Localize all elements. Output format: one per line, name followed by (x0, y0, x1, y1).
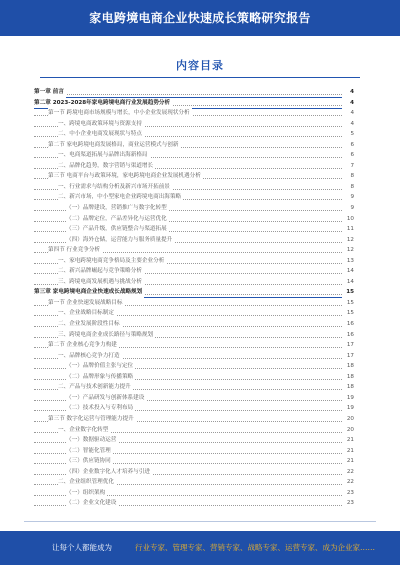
toc-entry-page: 15 (342, 298, 354, 309)
toc-entry[interactable] (34, 351, 354, 362)
toc-entry-page: 11 (342, 224, 354, 235)
toc-entry-page: 12 (342, 235, 354, 246)
toc-entry[interactable] (34, 192, 354, 203)
toc-entry[interactable] (34, 214, 354, 225)
toc-entry[interactable] (34, 467, 354, 478)
toc-entry-text: 一、电商渠道拓展与品牌出海新格局 (58, 150, 150, 161)
toc-entry-page: 20 (342, 425, 354, 436)
toc-entry[interactable] (34, 203, 354, 214)
toc-entry-text: （一）品牌建设，营销推广与数字化转型 (66, 203, 169, 214)
toc-entry-text: （三）产品升级，供应链整合与渠道拓展 (66, 224, 169, 235)
toc-entry-text: 二、新兴品牌崛起与竞争策略分析 (58, 266, 144, 277)
footer-slogan-left: 让每个人都能成为 (52, 543, 112, 552)
toc-entry-page: 20 (342, 414, 354, 425)
toc-entry-text: 一、品牌核心竞争力打造 (58, 351, 122, 362)
toc-entry-text: （二）企业文化建设 (66, 498, 118, 509)
toc-entry-text: 一、家电跨境电商竞争格局及主要企业分析 (58, 256, 166, 267)
toc-entry-page: 21 (342, 456, 354, 467)
toc-entry-page: 6 (342, 150, 354, 161)
toc-entry-page: 15 (342, 287, 354, 298)
toc-entry-text: 二、产品与技术创新能力提升 (58, 382, 133, 393)
toc-entry[interactable] (34, 224, 354, 235)
footer-bar (0, 531, 400, 565)
toc-entry-page: 17 (342, 351, 354, 362)
toc-entry-page: 15 (342, 308, 354, 319)
toc-entry[interactable] (34, 87, 354, 98)
footer-divider (24, 521, 376, 522)
toc-entry-text: （四）海外仓储，运营能力与服务质量提升 (66, 235, 174, 246)
toc-entry-page: 14 (342, 277, 354, 288)
toc-entry-text: 一、企业数字化转型 (58, 425, 110, 436)
toc-entry[interactable] (34, 340, 354, 351)
toc-entry[interactable] (34, 287, 354, 298)
toc-entry[interactable] (34, 98, 354, 109)
toc-entry[interactable] (34, 256, 354, 267)
toc-entry[interactable] (34, 446, 354, 457)
toc-entry-text: 一、企业战略目标制定 (58, 308, 116, 319)
toc-entry-page: 12 (342, 245, 354, 256)
toc-entry-text: 二、新兴市场，中小型家电企业跨境电商出海策略 (58, 192, 183, 203)
toc-entry[interactable] (34, 245, 354, 256)
toc-entry[interactable] (34, 425, 354, 436)
toc-entry[interactable] (34, 266, 354, 277)
toc-entry-page: 22 (342, 467, 354, 478)
toc-entry-page: 7 (342, 161, 354, 172)
report-header-bar (0, 0, 400, 36)
toc-entry-text: （二）品牌定位，产品差异化与运营优化 (66, 214, 169, 225)
toc-heading: 内容目录 (176, 59, 224, 72)
toc-entry-text: 第一节 跨境电商市场规模与增长，中小企业发展现状分析 (48, 108, 192, 119)
toc-entry-page: 18 (342, 361, 354, 372)
toc-entry-page: 8 (342, 182, 354, 193)
toc-entry-page: 21 (342, 435, 354, 446)
toc-entry[interactable] (34, 277, 354, 288)
toc-entry-page: 18 (342, 382, 354, 393)
toc-entry-text: 第三节 数字化运营与管理能力提升 (48, 414, 136, 425)
toc-entry-text: 第二章 2023-2028年家电跨境电商行业发展趋势分析 (34, 98, 172, 109)
toc-entry[interactable] (34, 477, 354, 488)
toc-entry-text: （一）数据驱动运营 (66, 435, 118, 446)
toc-entry-text: 第三节 电商平台与政策环境，家电跨境电商企业发展机遇分析 (48, 171, 203, 182)
toc-entry-text: 一、行业需求与结构分析及新兴市场开拓前景 (58, 182, 172, 193)
toc-entry[interactable] (34, 161, 354, 172)
toc-entry[interactable] (34, 414, 354, 425)
toc-entry-text: 第一节 企业快速发展战略目标 (48, 298, 125, 309)
toc-entry[interactable] (34, 403, 354, 414)
toc-dot-leader (34, 94, 342, 95)
toc-entry-text: 二、中小企业电商发展现状与特点 (58, 129, 144, 140)
toc-entry[interactable] (34, 393, 354, 404)
toc-entry[interactable] (34, 129, 354, 140)
toc-entry-page: 22 (342, 477, 354, 488)
toc-entry-page: 8 (342, 171, 354, 182)
toc-entry[interactable] (34, 140, 354, 151)
toc-entry-text: 第二节 企业核心竞争力构建 (48, 340, 119, 351)
toc-entry[interactable] (34, 435, 354, 446)
toc-entry-text: 一、跨境电商政策环境与资源支持 (58, 119, 144, 130)
toc-entry-text: 第四节 行业竞争分析 (48, 245, 102, 256)
toc-entry-page: 9 (342, 192, 354, 203)
toc-entry-text: 三、跨境电商发展机遇与挑战分析 (58, 277, 144, 288)
toc-entry-page: 9 (342, 203, 354, 214)
toc-entry[interactable] (34, 108, 354, 119)
toc-entry-page: 4 (342, 108, 354, 119)
toc-entry-page: 4 (342, 98, 354, 109)
toc-entry[interactable] (34, 308, 354, 319)
toc-entry[interactable] (34, 382, 354, 393)
toc-entry-page: 10 (342, 214, 354, 225)
toc-entry-text: （二）智能化管理 (66, 446, 113, 457)
toc-entry[interactable] (34, 150, 354, 161)
toc-entry-text: （二）品牌形象与传播策略 (66, 372, 135, 383)
toc-entry-text: 第二节 家电跨境电商发展格局，商业运营模式与创新 (48, 140, 180, 151)
toc-entry-page: 13 (342, 256, 354, 267)
toc-entry[interactable] (34, 119, 354, 130)
toc-entry-text: （一）组织架构 (66, 488, 107, 499)
toc-entry-page: 4 (342, 87, 354, 98)
toc-entry-text: 第三章 家电跨境电商企业快速成长战略规划 (34, 287, 144, 298)
footer-slogan-right: 行业专家、管理专家、营销专家、战略专家、运营专家、成为企业家…… (135, 543, 375, 552)
toc-entry-text: （四）企业数字化人才培养与引进 (66, 467, 152, 478)
toc-entry-page: 16 (342, 319, 354, 330)
toc-entry[interactable] (34, 235, 354, 246)
toc-entry-text: （三）供应链协同 (66, 456, 113, 467)
toc-entry-page: 17 (342, 340, 354, 351)
report-title: 家电跨境电商企业快速成长策略研究报告 (89, 11, 311, 25)
toc-entry-text: 二、企业组织管理优化 (58, 477, 116, 488)
toc-entry[interactable] (34, 330, 354, 341)
toc-entry-text: 二、企业发展阶段性目标 (58, 319, 122, 330)
toc-heading-rule (40, 77, 360, 78)
toc-entry[interactable] (34, 319, 354, 330)
toc-entry-page: 23 (342, 498, 354, 509)
table-of-contents (34, 87, 354, 509)
toc-entry[interactable] (34, 171, 354, 182)
toc-entry-page: 23 (342, 488, 354, 499)
toc-entry-page: 16 (342, 330, 354, 341)
toc-entry-page: 4 (342, 119, 354, 130)
toc-entry-page: 5 (342, 129, 354, 140)
toc-entry-page: 18 (342, 372, 354, 383)
toc-entry-text: （一）产品研发与创新体系建设 (66, 393, 146, 404)
toc-entry[interactable] (34, 456, 354, 467)
toc-entry-page: 14 (342, 266, 354, 277)
toc-entry[interactable] (34, 182, 354, 193)
toc-entry-text: 三、跨境电商企业成长路径与策略规划 (58, 330, 155, 341)
toc-entry[interactable] (34, 361, 354, 372)
toc-entry-page: 19 (342, 393, 354, 404)
toc-entry[interactable] (34, 372, 354, 383)
toc-entry-page: 21 (342, 446, 354, 457)
toc-entry-text: （二）技术投入与专利布局 (66, 403, 135, 414)
toc-entry[interactable] (34, 498, 354, 509)
toc-entry-page: 6 (342, 140, 354, 151)
toc-entry[interactable] (34, 298, 354, 309)
toc-entry-text: 二、品牌化趋势，数字营销与渠道增长 (58, 161, 155, 172)
toc-entry-text: 第一章 前言 (34, 87, 66, 98)
toc-entry-page: 19 (342, 403, 354, 414)
toc-entry[interactable] (34, 488, 354, 499)
toc-entry-text: （一）品牌价值主张与定位 (66, 361, 135, 372)
